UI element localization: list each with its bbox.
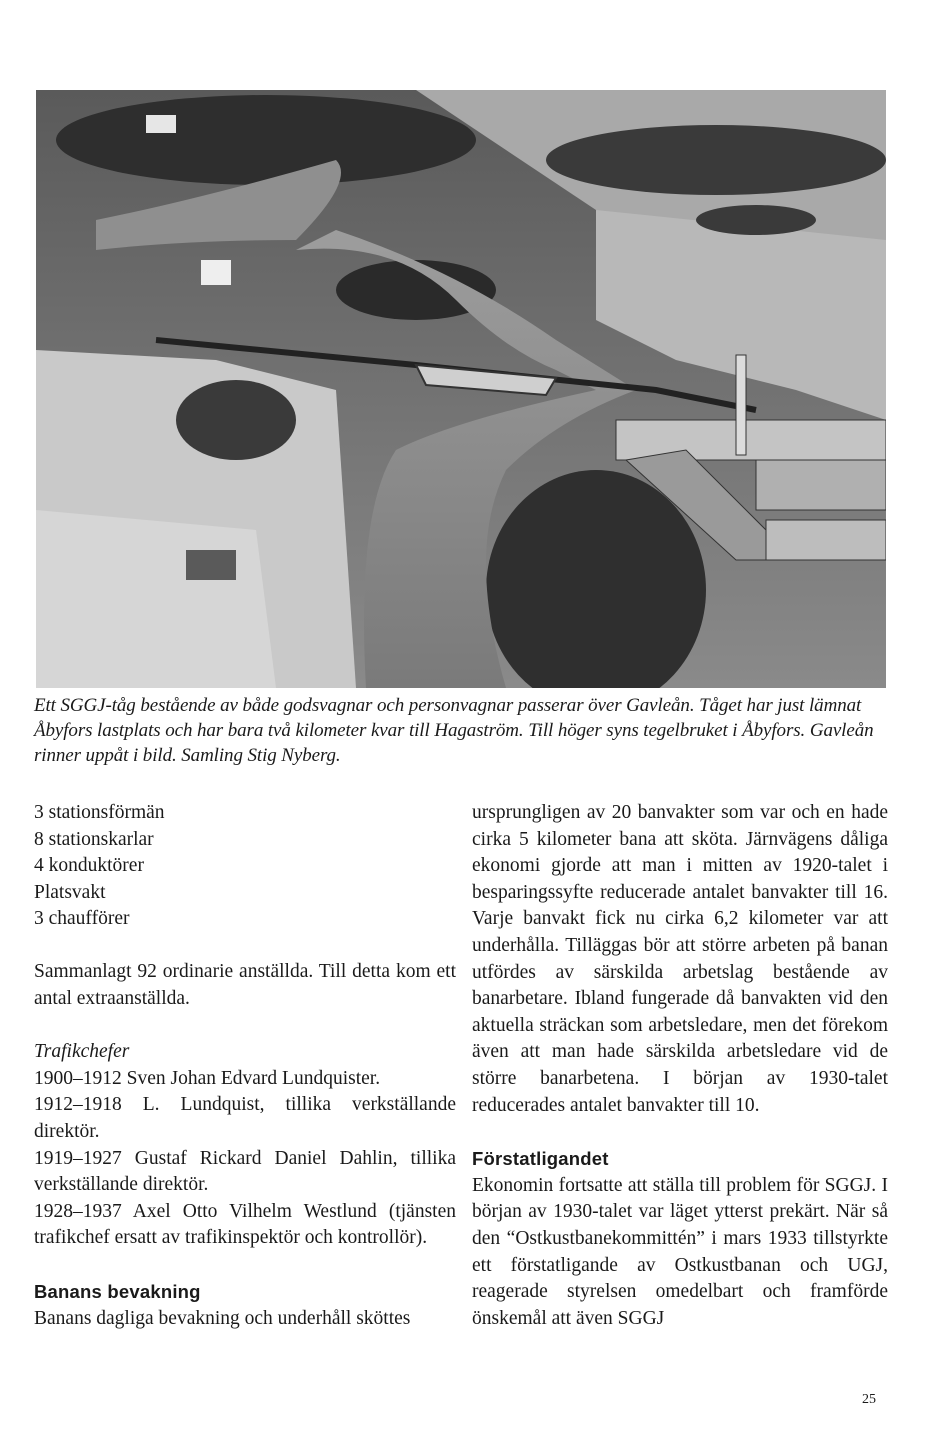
left-column [34,800,456,1332]
section-heading-banans-bevakning: Banans bevakning [34,1280,201,1302]
page-number: 25 [862,1392,876,1407]
chief-entry: 1912–1918 L. Lundquist, tillika verkställande direktör. [34,1094,456,1142]
chiefs-heading: Trafikchefer [34,1041,130,1063]
aerial-photo [36,90,886,688]
section-heading-forstatligandet: Förstatligandet [472,1148,609,1170]
staff-summary: Sammanlagt 92 ordinarie anställda. Till detta kom ett antal extraanställda. [34,960,456,1009]
paragraph-forstatligandet: Ekonomin fortsatte att ställa till problem för SGGJ. I början av 1930-talet var läget ytterst prekärt. När så den “Ostkustbanekommittén” i mars 1933 tillstyrkte ett förstatligande av Ostkustbanan och UGJ, reagerade styrelsen omedelbart och framförde önskemål att även SGGJ [472,1174,888,1329]
staff-line: 3 chaufförer [34,908,130,930]
right-column [472,800,888,1332]
staff-line: 3 stationsförmän [34,802,165,823]
chief-entry: 1928–1937 Axel Otto Vilhelm Westlund (tjänsten trafikchef ersatt av trafikinspektör och kontrollör). [34,1200,456,1249]
staff-line: 4 konduktörer [34,855,144,877]
staff-line: Platsvakt [34,881,106,903]
section-text: Banans dagliga bevakning och underhåll sköttes [34,1307,411,1329]
photo-caption: Ett SGGJ-tåg bestående av både godsvagnar och personvagnar passerar över Gavleån. Tåget har just lämnat Åbyfors lastplats och har bara två kilometer kvar till Hagaström. Till höger syns tegelbruket i Åbyfors. Gavleån rinner uppåt i bild. Samling Stig Nyberg. [34,695,874,766]
chief-entry: 1919–1927 Gustaf Rickard Daniel Dahlin, tillika verkställande direktör. [34,1147,456,1196]
staff-line: 8 stationskarlar [34,828,154,850]
paragraph-banvakter: ursprungligen av 20 banvakter som var och en hade cirka 5 kilometer bana att sköta. Järnvägens dåliga ekonomi gjorde att man i mitten av 1920-talet i besparingssyfte reducerade antalet banvakter till 16. Varje banvakt fick nu cirka 6,2 kilometer var att underhålla. Tilläggas bör att större arbeten på banan utfördes av särskilda arbetslag bestående av banarbetare. Ibland fungerade då banvakten vid den aktuella sträckan som arbetsledare, men det förekom även att man hade särskilda arbetsledare vid de större banarbetena. I början av 1930-talet reducerades antalet banvakter till 10. [472,802,888,1116]
chief-entry: 1900–1912 Sven Johan Edvard Lundquister. [34,1067,381,1089]
